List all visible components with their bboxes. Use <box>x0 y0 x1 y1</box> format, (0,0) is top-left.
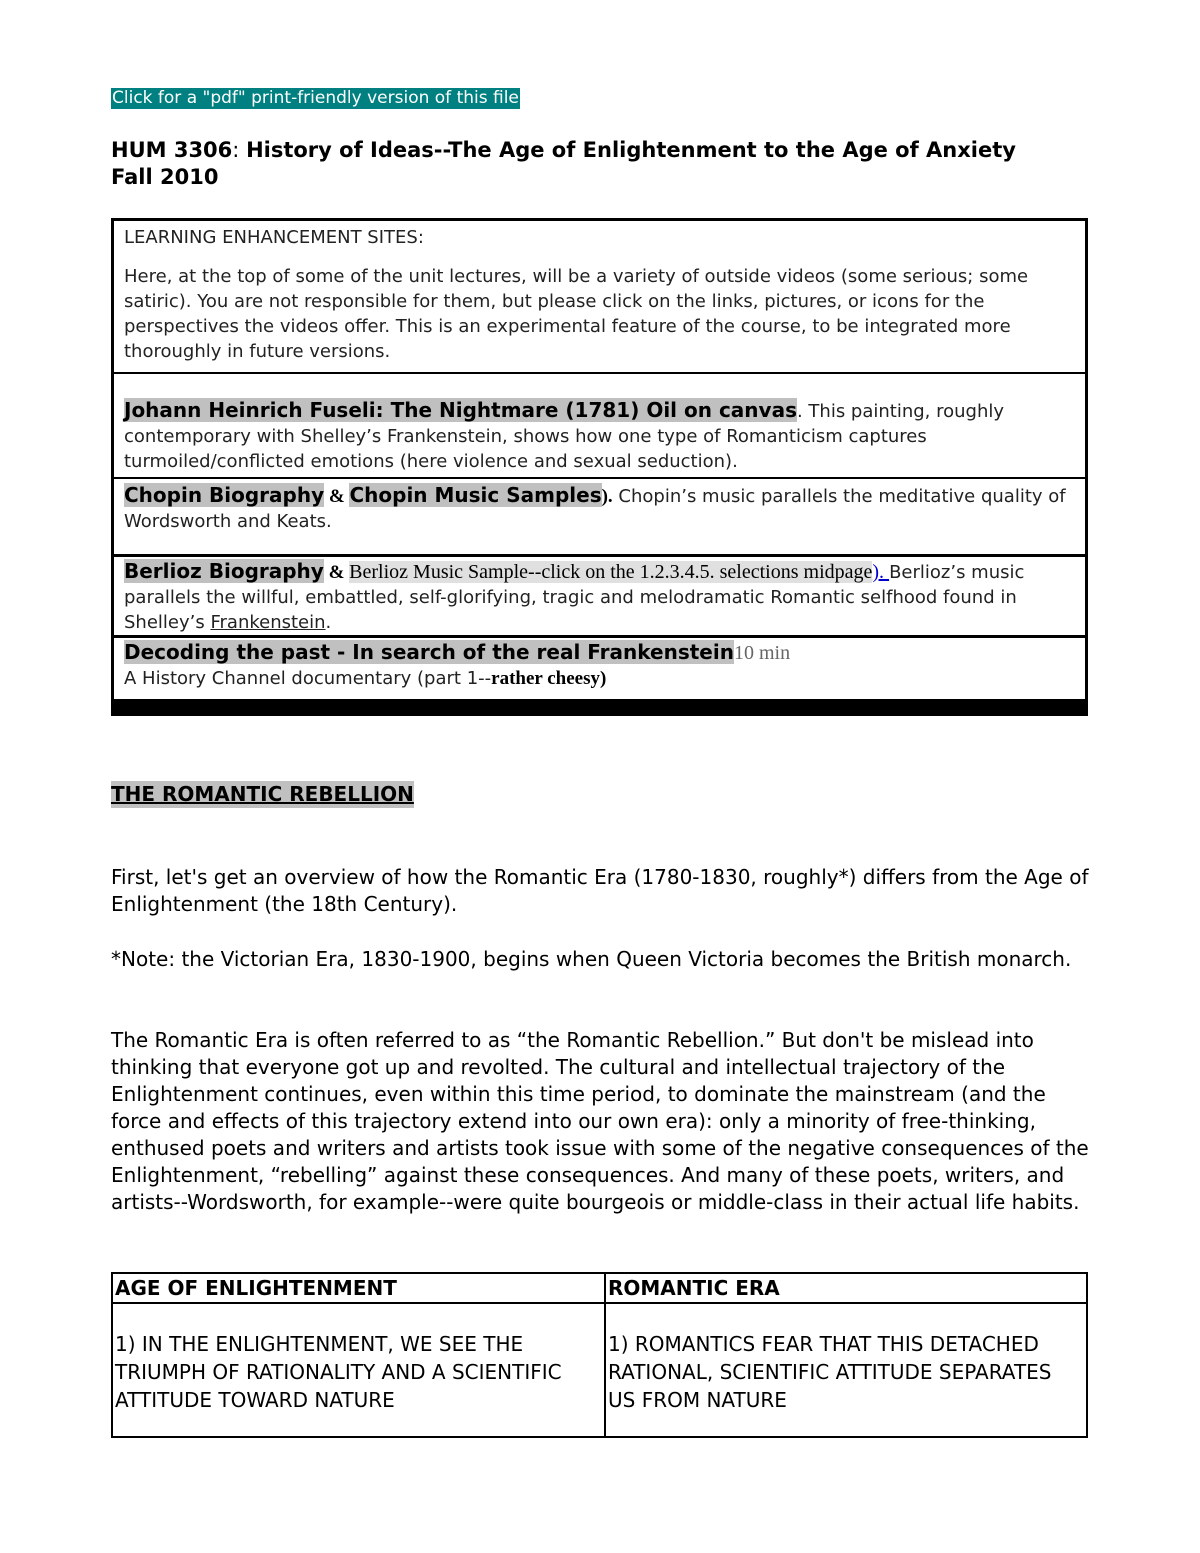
section-heading: THE ROMANTIC REBELLION <box>111 782 414 806</box>
berlioz-music-link[interactable]: Berlioz Music Sample--click on the 1.2.3.4.5. selections midpage <box>349 561 873 583</box>
chopin-biography-link[interactable]: Chopin Biography <box>124 483 325 507</box>
chopin-row <box>114 479 1085 557</box>
course-title: History of Ideas--The Age of Enlightenment to the Age of Anxiety <box>246 138 1016 162</box>
berlioz-frankenstein: Frankenstein <box>210 612 326 633</box>
course-code: HUM 3306 <box>111 138 233 162</box>
chopin-close: ). <box>601 486 613 507</box>
course-term: Fall 2010 <box>111 165 219 189</box>
comparison-header-row <box>112 1273 1087 1303</box>
decoding-row <box>114 638 1085 713</box>
romantic-rebellion-paragraph: The Romantic Era is often referred to as “the Romantic Rebellion.” But don't be mislead into thinking that everyone got up and revolted. The cultural and intellectual trajectory of the Enlightenment continues, even within this time period, to dominate the mainstream (and the force and effects of this trajectory extend into our own era): only a minority of free-thinking, enthused poets and writers and artists took issue with some of the negative consequences of the Enlightenment, “rebelling” against these consequences. And many of these poets, writers, and artists--Wordsworth, for example--were quite bourgeois or middle-class in their actual life habits. <box>111 1028 1089 1214</box>
fuseli-description: . This painting, roughly contemporary with Shelley’s Frankenstein, shows how one type of Romanticism captures turmoiled/conflicted emotions (here violence and sexual seduction). <box>124 401 1005 472</box>
fuseli-link[interactable]: Johann Heinrich Fuseli: The Nightmare (1781) Oil on canvas <box>124 398 797 422</box>
decoding-note: rather cheesy) <box>491 668 607 689</box>
decoding-length: 10 min <box>733 642 791 664</box>
header-enlightenment: AGE OF ENLIGHTENMENT <box>112 1273 605 1303</box>
table-row <box>112 1303 1087 1437</box>
berlioz-close-link[interactable]: ). <box>872 561 890 583</box>
cell-enlightenment: 1) IN THE ENLIGHTENMENT, WE SEE THE TRIUMPH OF RATIONALITY AND A SCIENTIFIC ATTITUDE TOWARD NATURE <box>112 1303 605 1437</box>
pdf-version-link[interactable]: Click for a "pdf" print-friendly version of this file <box>112 88 519 108</box>
berlioz-row <box>114 557 1085 638</box>
chopin-ampersand: & <box>324 486 350 507</box>
learning-enhancement-table <box>111 218 1088 716</box>
chopin-music-link[interactable]: Chopin Music Samples <box>349 483 602 507</box>
berlioz-description: Berlioz’s music parallels the willful, embattled, self-glorifying, tragic and melodramatic Romantic selfhood found in Shelley’s <box>124 562 1025 633</box>
learning-sites-heading: LEARNING ENHANCEMENT SITES: <box>124 227 424 248</box>
victorian-note-paragraph: *Note: the Victorian Era, 1830-1900, begins when Queen Victoria becomes the British monarch. <box>111 947 1072 971</box>
decoding-link[interactable]: Decoding the past - In search of the real Frankenstein <box>124 640 734 664</box>
learning-sites-intro: Here, at the top of some of the unit lectures, will be a variety of outside videos (some serious; some satiric). You are not responsible for them, but please click on the links, pictures, or icons for the perspectives the videos offer. This is an experimental feature of the course, to be integrated more thoroughly in future versions. <box>124 266 1029 362</box>
course-colon: : <box>232 138 240 162</box>
decoding-description: A History Channel documentary (part 1-- <box>124 668 492 689</box>
berlioz-end: . <box>325 612 332 633</box>
fuseli-row <box>114 374 1085 479</box>
comparison-table <box>111 1272 1088 1438</box>
overview-paragraph: First, let's get an overview of how the Romantic Era (1780-1830, roughly*) differs from the Age of Enlightenment (the 18th Century). <box>111 865 1089 916</box>
cell-romantic: 1) ROMANTICS FEAR THAT THIS DETACHED RATIONAL, SCIENTIFIC ATTITUDE SEPARATES US FROM NATURE <box>605 1303 1087 1437</box>
berlioz-biography-link[interactable]: Berlioz Biography <box>124 559 324 583</box>
header-romantic: ROMANTIC ERA <box>605 1273 1087 1303</box>
page-title <box>111 137 1016 191</box>
berlioz-ampersand: & <box>323 562 350 583</box>
course-line <box>111 137 1016 164</box>
intro-row <box>114 221 1085 374</box>
chopin-description: Chopin’s music parallels the meditative quality of Wordsworth and Keats. <box>124 486 1066 532</box>
